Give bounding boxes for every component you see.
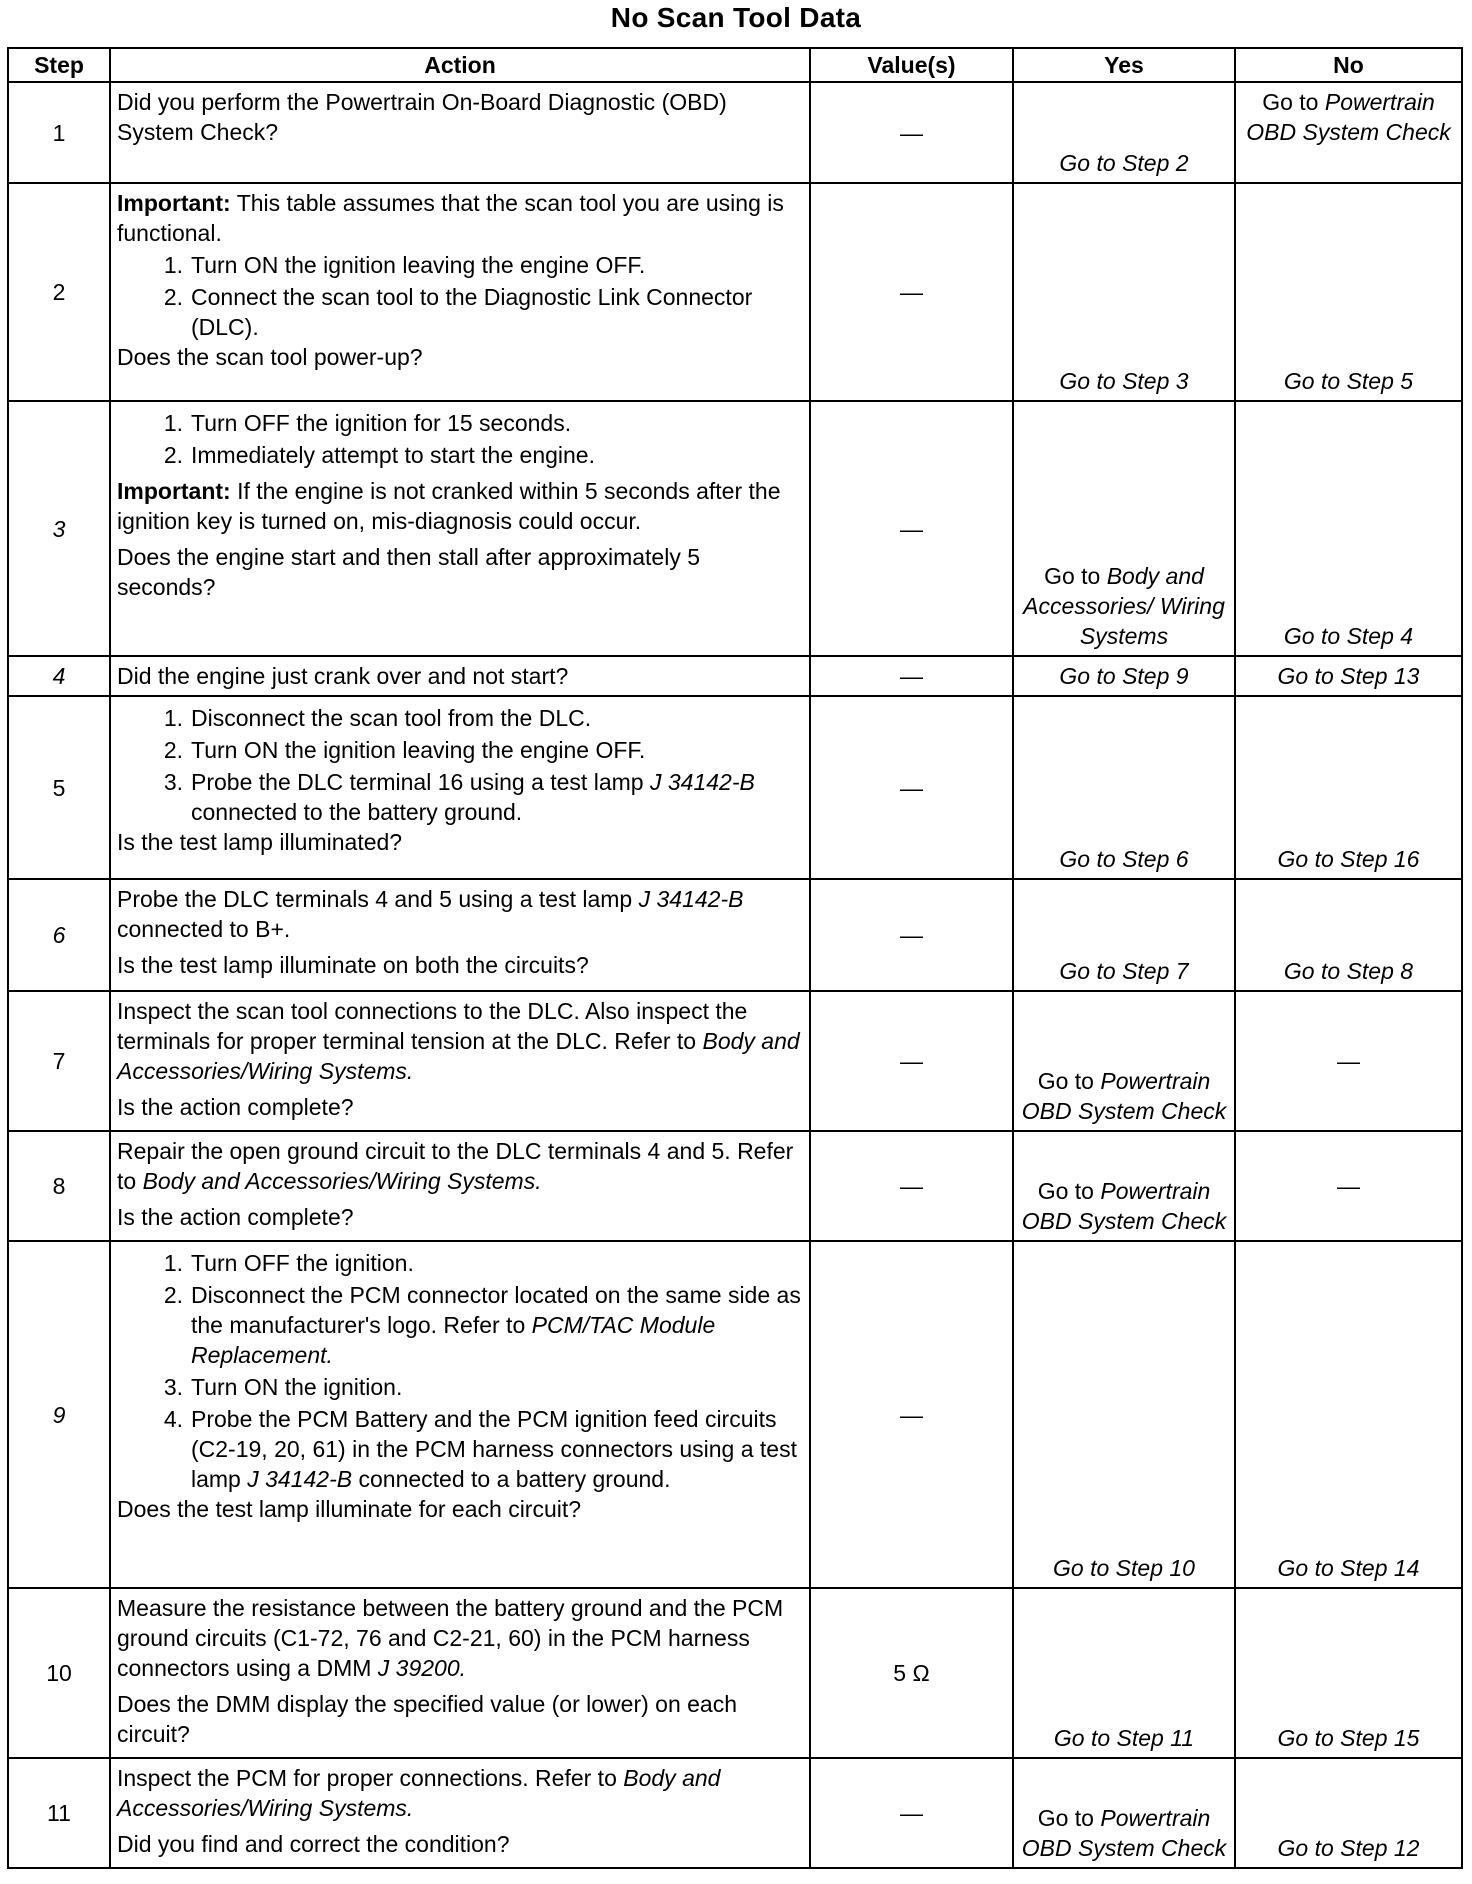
step-list (117, 703, 803, 827)
important-text: If the engine is not cranked within 5 seconds after the ignition key is turned on, mis-diagnosis could occur. (117, 478, 781, 534)
action-cell (110, 1588, 810, 1758)
list-text: Turn OFF the ignition. (191, 1250, 414, 1276)
no-cell (1235, 696, 1462, 879)
reference-link[interactable]: PCM/TAC Module Replacement. (191, 1312, 716, 1368)
yes-goto: Go to (1037, 1178, 1101, 1204)
step-number: 4 (8, 656, 110, 696)
no-cell (1235, 183, 1462, 401)
reference-link[interactable]: Body and Accessories/Wiring Systems. (117, 1765, 721, 1821)
step-list (117, 250, 803, 342)
yes-goto: Go to (1037, 1068, 1101, 1094)
list-item (117, 440, 803, 470)
no-link[interactable]: Go to Step 5 (1283, 368, 1414, 394)
no-cell (1235, 401, 1462, 656)
list-number: 2. (163, 284, 183, 310)
yes-link[interactable]: Go to Step 10 (1053, 1555, 1195, 1581)
no-cell (1235, 1758, 1462, 1868)
list-text: Turn OFF the ignition for 15 seconds. (191, 410, 572, 436)
no-link[interactable]: Go to Step 8 (1283, 958, 1414, 984)
yes-cell (1013, 991, 1235, 1131)
no-link[interactable]: Powertrain OBD System Check (1246, 89, 1451, 145)
list-number: 1. (163, 705, 183, 731)
action-cell (110, 879, 810, 991)
list-item (117, 1404, 803, 1494)
action-text-part: Inspect the scan tool connections to the DLC. Also inspect the terminals for proper terminal tension at the DLC. Refer to (117, 998, 748, 1054)
table-header-row (8, 48, 1462, 82)
step-number: 11 (8, 1758, 110, 1868)
yes-link[interactable]: Go to Step 2 (1059, 150, 1189, 176)
action-question: Does the DMM display the specified value (or lower) on each circuit? (117, 1691, 738, 1747)
step-number: 1 (8, 82, 110, 183)
action-text (117, 1763, 803, 1823)
step-number: 8 (8, 1131, 110, 1241)
action-question: Is the test lamp illuminated? (117, 829, 403, 855)
yes-cell (1013, 656, 1235, 696)
tool-number: J 34142-B (638, 886, 744, 912)
list-item (117, 282, 803, 342)
yes-link[interactable]: Go to Step 6 (1059, 846, 1189, 872)
action-question: Does the engine start and then stall after approximately 5 seconds? (117, 544, 701, 600)
list-item (117, 767, 803, 827)
list-text: Turn ON the ignition leaving the engine OFF. (191, 252, 646, 278)
list-item (117, 250, 803, 280)
action-question: Did you perform the Powertrain On-Board Diagnostic (OBD) System Check? (117, 89, 727, 145)
page-title: No Scan Tool Data (610, 2, 862, 33)
action-cell (110, 1131, 810, 1241)
table-row (8, 991, 1462, 1131)
list-item (117, 1248, 803, 1278)
action-question: Does the scan tool power-up? (117, 344, 423, 370)
yes-link[interactable]: Go to Step 3 (1059, 368, 1189, 394)
action-question: Did you find and correct the condition? (117, 1831, 510, 1857)
yes-cell (1013, 401, 1235, 656)
list-text (191, 1404, 803, 1494)
yes-cell (1013, 1241, 1235, 1588)
table-row (8, 1588, 1462, 1758)
table-row (8, 183, 1462, 401)
list-text: Immediately attempt to start the engine. (191, 442, 595, 468)
list-text-part: Probe the PCM Battery and the PCM ignition feed circuits (C2-19, 20, 61) in the PCM harness connectors using a test lamp (191, 1406, 797, 1492)
action-cell (110, 696, 810, 879)
list-number: 2. (163, 737, 183, 763)
list-text: Turn ON the ignition leaving the engine OFF. (191, 737, 646, 763)
value-cell: — (810, 879, 1013, 991)
list-text: Turn ON the ignition. (191, 1374, 403, 1400)
step-number: 5 (8, 696, 110, 879)
action-text-part: Measure the resistance between the battery ground and the PCM ground circuits (C1-72, 76 and C2-21, 60) in the PCM harness connectors using a DMM (117, 1595, 784, 1681)
value-cell: — (810, 991, 1013, 1131)
table-row (8, 696, 1462, 879)
yes-link[interactable]: Go to Step 9 (1059, 663, 1189, 689)
action-question: Did the engine just crank over and not start? (117, 663, 569, 689)
tool-number: J 34142-B (247, 1466, 353, 1492)
yes-link[interactable]: Powertrain OBD System Check (1021, 1178, 1227, 1234)
no-cell (1235, 656, 1462, 696)
value-cell: 5 Ω (810, 1588, 1013, 1758)
value-cell: — (810, 1241, 1013, 1588)
action-text-part: connected to B+. (117, 916, 291, 942)
yes-link[interactable]: Powertrain OBD System Check (1021, 1068, 1227, 1124)
no-cell: — (1235, 991, 1462, 1131)
list-text-part: connected to the battery ground. (191, 799, 523, 825)
value-cell: — (810, 1131, 1013, 1241)
list-text (191, 1280, 803, 1370)
yes-cell (1013, 1758, 1235, 1868)
no-cell (1235, 1241, 1462, 1588)
value-cell: — (810, 656, 1013, 696)
list-text-part: Disconnect the PCM connector located on the same side as the manufacturer's logo. Refer to (191, 1282, 801, 1338)
action-text-part: Inspect the PCM for proper connections. Refer to (117, 1765, 624, 1791)
list-item (117, 703, 803, 733)
list-number: 4. (163, 1406, 183, 1432)
value-cell: — (810, 696, 1013, 879)
table-row (8, 401, 1462, 656)
list-number: 3. (163, 769, 183, 795)
list-number: 2. (163, 1282, 183, 1308)
header-value: Value(s) (810, 48, 1013, 82)
list-text-part: connected to a battery ground. (352, 1466, 671, 1492)
yes-cell (1013, 1588, 1235, 1758)
important-label: Important: (117, 478, 231, 504)
yes-link[interactable]: Powertrain OBD System Check (1021, 1805, 1227, 1861)
action-text-part: Probe the DLC terminals 4 and 5 using a test lamp (117, 886, 639, 912)
no-goto: Go to (1262, 89, 1325, 115)
reference-link[interactable]: Body and Accessories/Wiring Systems. (142, 1168, 542, 1194)
no-link[interactable]: Go to Step 12 (1277, 1835, 1420, 1861)
step-number: 9 (8, 1241, 110, 1588)
reference-link[interactable]: Body and Accessories/Wiring Systems. (117, 1028, 800, 1084)
table-row (8, 879, 1462, 991)
action-cell (110, 1241, 810, 1588)
value-cell: — (810, 1758, 1013, 1868)
action-text (117, 1593, 803, 1683)
list-item (117, 1280, 803, 1370)
action-question: Is the action complete? (117, 1204, 354, 1230)
step-list (117, 408, 803, 470)
table-row (8, 1131, 1462, 1241)
action-text (117, 884, 803, 944)
action-question: Is the action complete? (117, 1094, 354, 1120)
table-row (8, 1758, 1462, 1868)
yes-goto: Go to (1044, 563, 1107, 589)
yes-cell (1013, 1131, 1235, 1241)
no-link[interactable]: Go to Step 14 (1277, 1555, 1420, 1581)
no-link[interactable]: Go to Step 4 (1283, 623, 1414, 649)
list-number: 2. (163, 442, 183, 468)
list-item (117, 735, 803, 765)
list-number: 3. (163, 1374, 183, 1400)
step-list (117, 1248, 803, 1494)
step-number: 6 (8, 879, 110, 991)
header-no: No (1235, 48, 1462, 82)
important-label: Important: (117, 190, 231, 216)
list-text (191, 767, 803, 827)
yes-cell (1013, 696, 1235, 879)
no-cell (1235, 1588, 1462, 1758)
table-row (8, 82, 1462, 183)
step-number: 3 (8, 401, 110, 656)
important-text: This table assumes that the scan tool you are using is functional. (117, 190, 784, 246)
important-note (117, 188, 803, 248)
list-number: 1. (163, 1250, 183, 1276)
action-cell (110, 401, 810, 656)
tool-number: J 39200. (377, 1655, 467, 1681)
action-text-part: Repair the open ground circuit to the DLC terminals 4 and 5. Refer to (117, 1138, 794, 1194)
table-row (8, 656, 1462, 696)
step-number: 2 (8, 183, 110, 401)
step-number: 10 (8, 1588, 110, 1758)
yes-link[interactable]: Body and Accessories/ Wiring Systems (1023, 563, 1225, 649)
list-item (117, 408, 803, 438)
list-text: Disconnect the scan tool from the DLC. (191, 705, 592, 731)
no-link[interactable]: Go to Step 16 (1277, 846, 1420, 872)
list-number: 1. (163, 410, 183, 436)
no-link[interactable]: Go to Step 13 (1277, 663, 1420, 689)
header-step: Step (8, 48, 110, 82)
diagnostic-table (7, 47, 1463, 1869)
no-cell (1235, 879, 1462, 991)
list-item (117, 1372, 803, 1402)
action-question: Does the test lamp illuminate for each circuit? (117, 1496, 582, 1522)
list-text-part: Probe the DLC terminal 16 using a test lamp (191, 769, 650, 795)
header-yes: Yes (1013, 48, 1235, 82)
action-cell (110, 183, 810, 401)
value-cell: — (810, 183, 1013, 401)
yes-link[interactable]: Go to Step 7 (1059, 958, 1189, 984)
action-cell (110, 1758, 810, 1868)
action-text (117, 996, 803, 1086)
tool-number: J 34142-B (649, 769, 755, 795)
action-text (117, 1136, 803, 1196)
header-action: Action (110, 48, 810, 82)
value-cell: — (810, 82, 1013, 183)
action-cell (110, 82, 810, 183)
yes-cell (1013, 82, 1235, 183)
action-cell (110, 991, 810, 1131)
no-cell: — (1235, 1131, 1462, 1241)
yes-goto: Go to (1037, 1805, 1101, 1831)
list-number: 1. (163, 252, 183, 278)
important-note (117, 476, 803, 536)
action-cell (110, 656, 810, 696)
yes-cell (1013, 879, 1235, 991)
yes-cell (1013, 183, 1235, 401)
no-link[interactable]: Go to Step 15 (1277, 1725, 1420, 1751)
action-question: Is the test lamp illuminate on both the circuits? (117, 952, 589, 978)
no-cell (1235, 82, 1462, 183)
value-cell: — (810, 401, 1013, 656)
list-text: Connect the scan tool to the Diagnostic Link Connector (DLC). (191, 284, 753, 340)
step-number: 7 (8, 991, 110, 1131)
table-row (8, 1241, 1462, 1588)
yes-link[interactable]: Go to Step 11 (1053, 1725, 1195, 1751)
